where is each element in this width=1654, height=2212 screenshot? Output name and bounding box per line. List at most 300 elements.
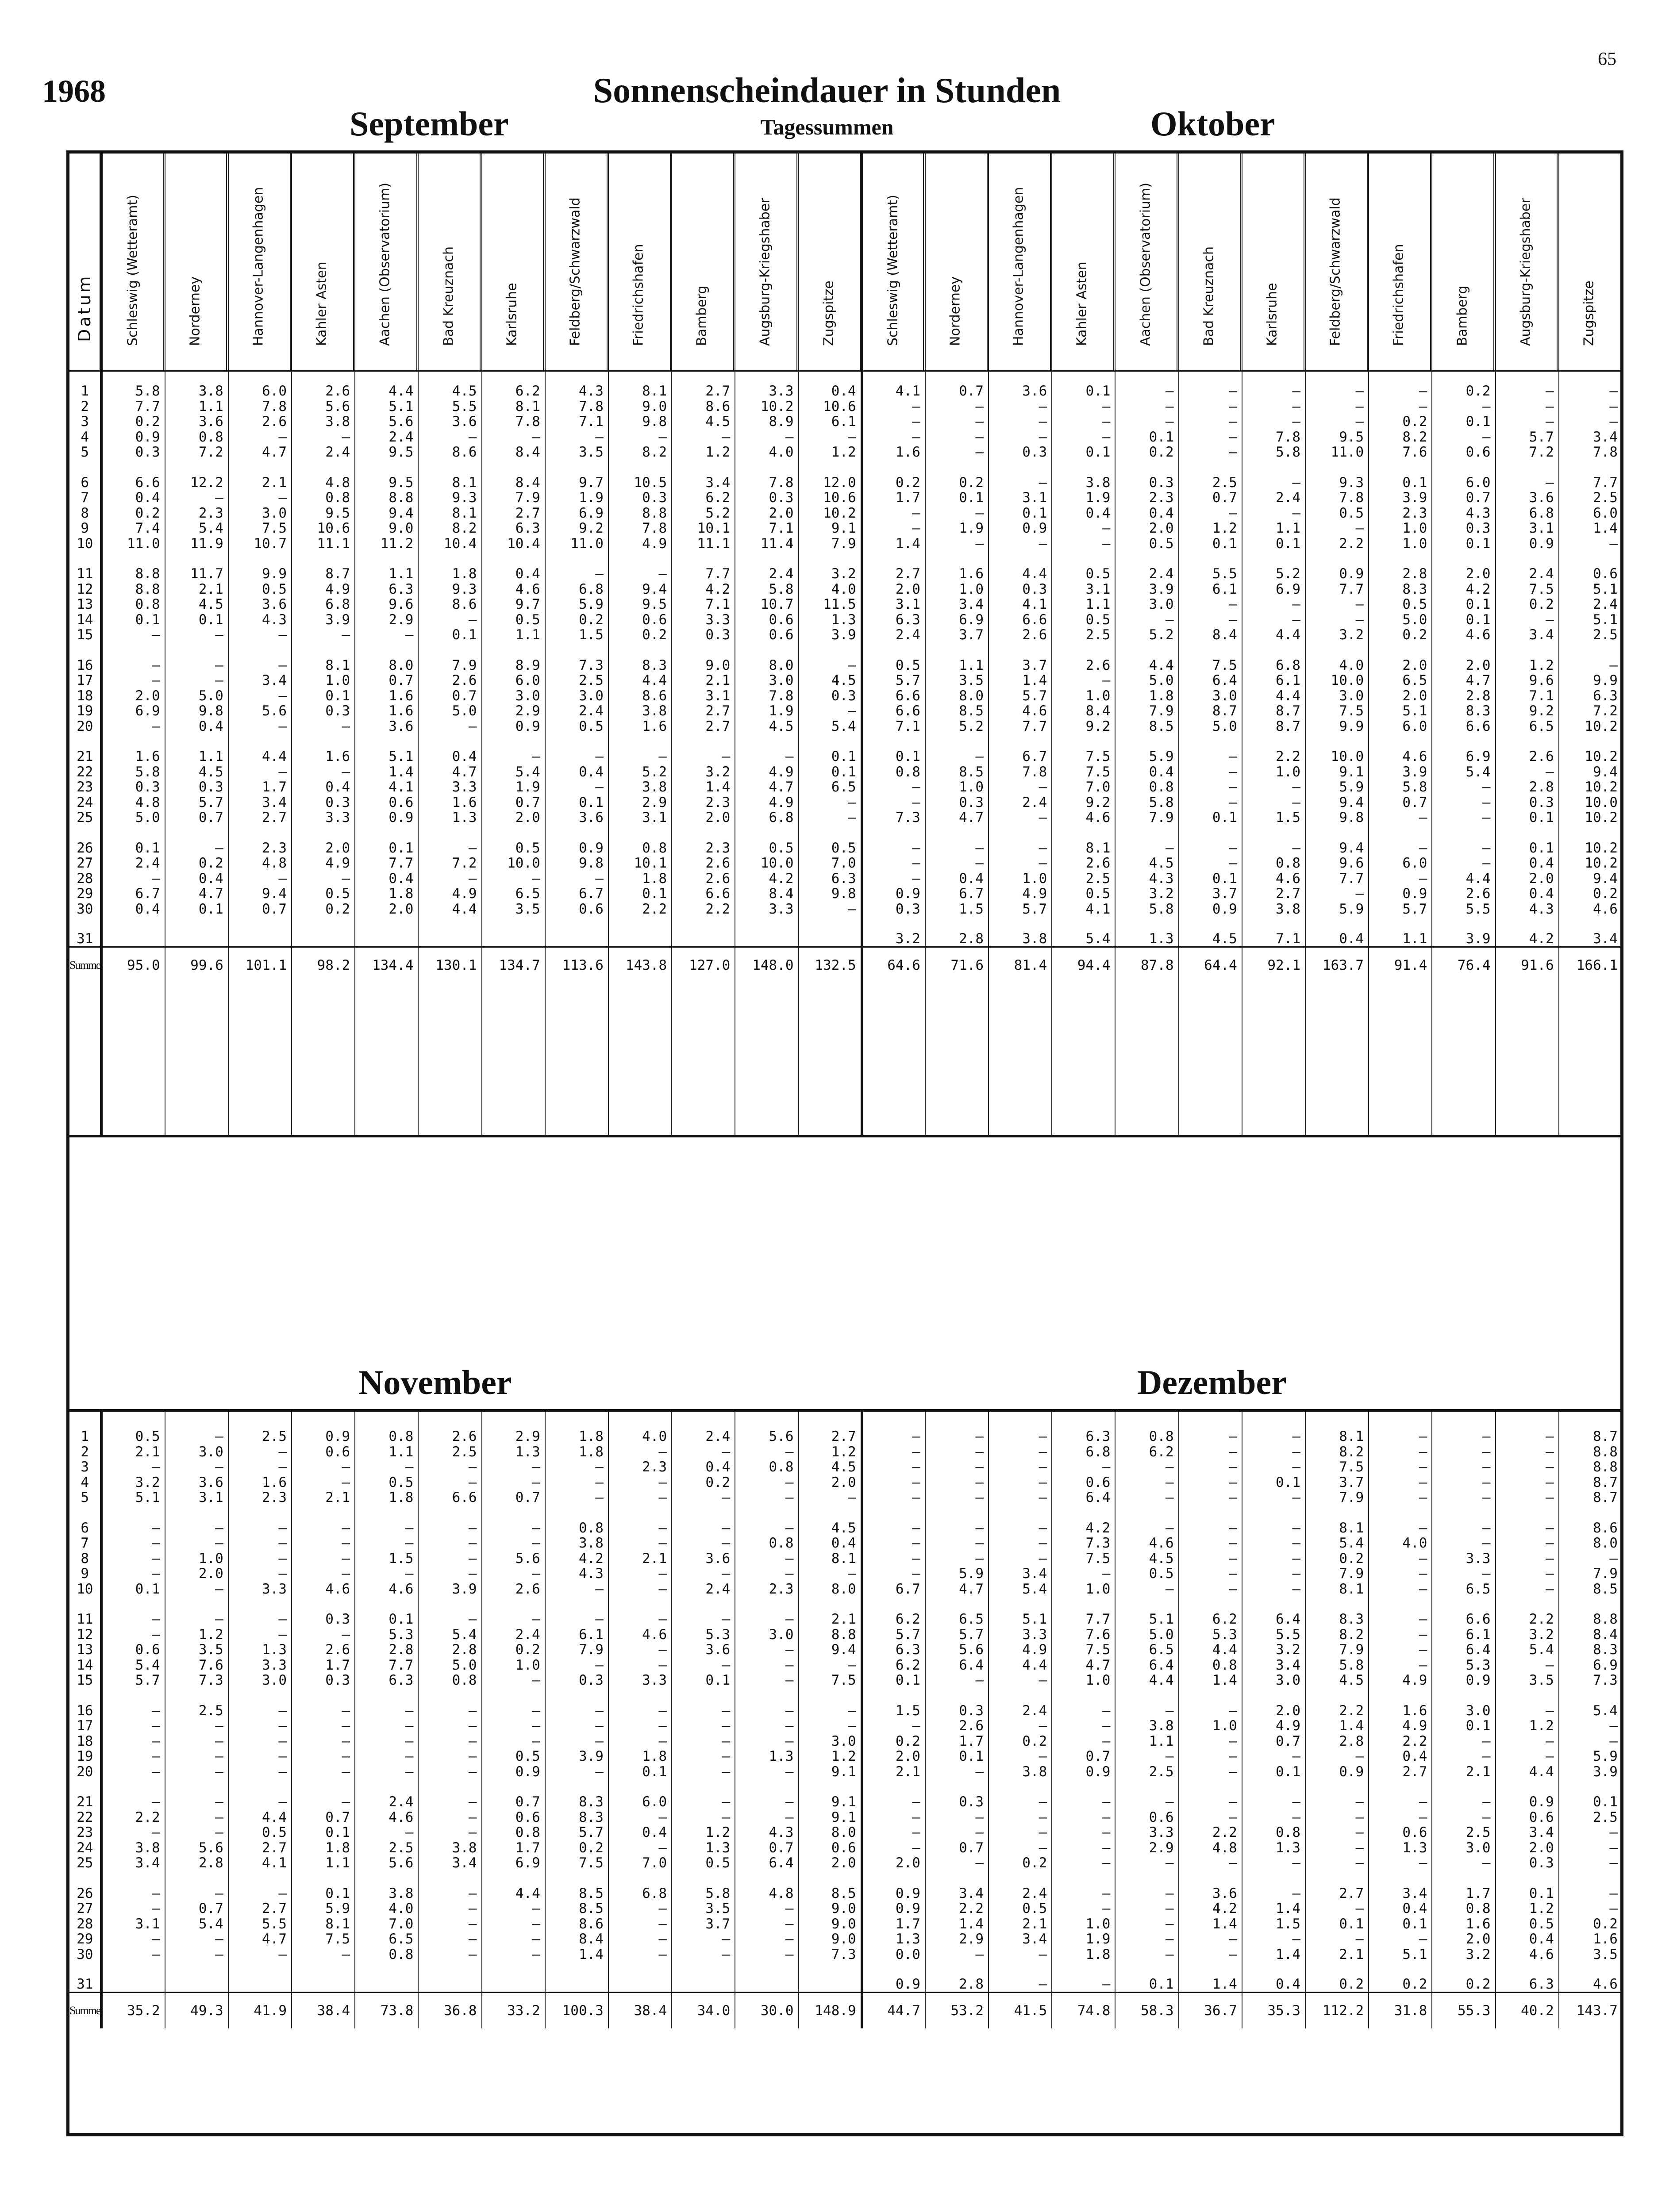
value-cell: 9.9 xyxy=(228,551,292,582)
value-cell: 5.5 xyxy=(1179,551,1242,582)
value-cell: 11.7 xyxy=(165,551,228,582)
value-cell: – xyxy=(1496,460,1559,491)
value-cell: – xyxy=(1242,1444,1305,1460)
value-cell: 5.8 xyxy=(1369,780,1432,795)
value-cell: – xyxy=(165,1764,228,1780)
value-cell: 4.9 xyxy=(1369,1673,1432,1688)
value-cell: 4.4 xyxy=(989,1658,1052,1673)
value-cell: 3.2 xyxy=(799,551,862,582)
value-cell: 8.6 xyxy=(418,445,481,460)
value-cell: 1.7 xyxy=(925,1734,989,1749)
value-cell: 1.4 xyxy=(672,780,735,795)
sum-cell: 41.9 xyxy=(228,1993,292,2029)
value-cell: 2.4 xyxy=(989,1871,1052,1901)
value-cell: 3.9 xyxy=(418,1582,481,1597)
value-cell: 0.9 xyxy=(482,1764,545,1780)
value-cell: 0.9 xyxy=(292,1411,355,1444)
value-cell: 1.7 xyxy=(1432,1871,1495,1901)
value-cell: 2.7 xyxy=(482,506,545,521)
value-cell: 1.8 xyxy=(1115,688,1178,704)
value-cell: – xyxy=(228,490,292,506)
value-cell: – xyxy=(925,1551,989,1567)
sum-cell: 143.8 xyxy=(608,947,672,983)
page-number: 65 xyxy=(1598,49,1616,69)
value-cell: 5.2 xyxy=(1115,627,1178,643)
sum-cell: 33.2 xyxy=(482,1993,545,2029)
value-cell: – xyxy=(925,1444,989,1460)
value-cell: 0.4 xyxy=(1242,1962,1305,1993)
table-row xyxy=(69,1490,1622,1505)
value-cell: – xyxy=(482,1947,545,1962)
value-cell: – xyxy=(1242,1505,1305,1536)
value-cell: 0.4 xyxy=(292,780,355,795)
value-cell: 5.8 xyxy=(1305,1658,1369,1673)
value-cell: 6.0 xyxy=(1369,719,1432,734)
value-cell: 5.6 xyxy=(355,1855,418,1871)
value-cell: 1.9 xyxy=(545,490,608,506)
value-cell: – xyxy=(1432,1734,1495,1749)
value-cell: 0.5 xyxy=(228,1825,292,1840)
value-cell: 3.1 xyxy=(1052,582,1115,597)
value-cell: – xyxy=(228,1627,292,1643)
spacer-cell xyxy=(1369,983,1432,1135)
value-cell: 3.5 xyxy=(1559,1947,1622,1962)
value-cell: – xyxy=(1369,1627,1432,1643)
value-cell: – xyxy=(292,719,355,734)
value-cell: 5.6 xyxy=(482,1551,545,1567)
value-cell: 8.3 xyxy=(608,643,672,673)
value-cell: 3.0 xyxy=(228,1673,292,1688)
value-cell: 1.2 xyxy=(672,1825,735,1840)
value-cell: – xyxy=(1496,612,1559,628)
value-cell: – xyxy=(1179,764,1242,780)
value-cell: – xyxy=(1242,1566,1305,1582)
value-cell: 1.2 xyxy=(799,445,862,460)
value-cell: – xyxy=(925,1764,989,1780)
value-cell: 0.1 xyxy=(1496,810,1559,826)
value-cell: – xyxy=(482,1597,545,1627)
value-cell: – xyxy=(1369,1779,1432,1810)
sum-cell: 35.2 xyxy=(101,1993,165,2029)
value-cell: 8.6 xyxy=(1559,1505,1622,1536)
value-cell: 8.7 xyxy=(1242,719,1305,734)
value-cell: 6.4 xyxy=(735,1855,798,1871)
value-cell: 0.9 xyxy=(1179,902,1242,917)
value-cell: – xyxy=(1242,1810,1305,1825)
value-cell: – xyxy=(1432,780,1495,795)
value-cell: – xyxy=(1242,826,1305,856)
value-cell: 1.8 xyxy=(418,551,481,582)
value-cell: 1.3 xyxy=(482,1444,545,1460)
day-number: 26 xyxy=(77,840,93,856)
value-cell: 2.2 xyxy=(101,1810,165,1825)
value-cell: 6.8 xyxy=(1052,1444,1115,1460)
value-cell: – xyxy=(862,430,925,445)
value-cell: 2.7 xyxy=(228,1840,292,1856)
value-cell: 0.3 xyxy=(989,445,1052,460)
value-cell: – xyxy=(672,1444,735,1460)
value-cell: – xyxy=(1115,1688,1178,1719)
value-cell: 9.3 xyxy=(418,582,481,597)
value-cell: 1.6 xyxy=(101,734,165,764)
value-cell: – xyxy=(165,673,228,688)
value-cell: – xyxy=(1179,1490,1242,1505)
value-cell: 2.4 xyxy=(989,1688,1052,1719)
value-cell: – xyxy=(1179,1932,1242,1947)
value-cell: 0.1 xyxy=(418,627,481,643)
value-cell: – xyxy=(101,1825,165,1840)
value-cell: 5.9 xyxy=(292,1901,355,1916)
value-cell: – xyxy=(418,1947,481,1962)
value-cell: 3.9 xyxy=(1432,917,1495,947)
value-cell: 2.7 xyxy=(672,719,735,734)
value-cell: 9.0 xyxy=(799,1916,862,1932)
value-cell: – xyxy=(1432,1411,1495,1444)
sum-cell: 64.4 xyxy=(1179,947,1242,983)
value-cell: 4.0 xyxy=(1369,1536,1432,1551)
value-cell: 5.9 xyxy=(1305,902,1369,917)
value-cell: – xyxy=(1115,1871,1178,1901)
value-cell: 7.9 xyxy=(1305,1566,1369,1582)
value-cell: 7.7 xyxy=(355,1658,418,1673)
value-cell: 8.1 xyxy=(1305,1505,1369,1536)
value-cell: 2.0 xyxy=(1369,688,1432,704)
spacer-cell xyxy=(1242,983,1305,1135)
value-cell: – xyxy=(862,1718,925,1734)
value-cell: – xyxy=(862,1810,925,1825)
value-cell: 0.5 xyxy=(672,1855,735,1871)
value-cell: – xyxy=(1115,1947,1178,1962)
page-title: Sonnenscheindauer in Stunden xyxy=(593,71,1061,110)
value-cell: 9.5 xyxy=(608,597,672,612)
value-cell: – xyxy=(989,1947,1052,1962)
value-cell: – xyxy=(292,430,355,445)
table-row xyxy=(69,810,1622,826)
value-cell: 8.2 xyxy=(1305,1444,1369,1460)
value-cell: 1.6 xyxy=(292,734,355,764)
sum-cell: 163.7 xyxy=(1305,947,1369,983)
sum-cell: 30.0 xyxy=(735,1993,798,2029)
value-cell: 7.7 xyxy=(989,719,1052,734)
value-cell: 7.2 xyxy=(165,445,228,460)
value-cell: 11.2 xyxy=(355,536,418,552)
value-cell: 10.4 xyxy=(482,536,545,552)
value-cell: 2.0 xyxy=(1115,521,1178,536)
value-cell: 8.9 xyxy=(735,414,798,430)
value-cell: 6.0 xyxy=(1559,506,1622,521)
table-row xyxy=(69,764,1622,780)
value-cell: 3.4 xyxy=(1369,1871,1432,1901)
value-cell: 7.8 xyxy=(1242,430,1305,445)
value-cell xyxy=(799,1962,862,1993)
value-cell: – xyxy=(228,719,292,734)
day-number: 21 xyxy=(77,749,93,764)
value-cell: – xyxy=(672,1505,735,1536)
table-divider xyxy=(69,1135,1620,1137)
value-cell: – xyxy=(1496,1490,1559,1505)
value-cell: 3.9 xyxy=(545,1749,608,1764)
value-cell: – xyxy=(1496,1582,1559,1597)
value-cell: 8.6 xyxy=(545,1916,608,1932)
table-row xyxy=(69,490,1622,506)
value-cell: – xyxy=(862,780,925,795)
station-header-label: Schleswig (Wetteramt) xyxy=(125,195,141,346)
value-cell: 6.9 xyxy=(101,703,165,719)
value-cell: 0.8 xyxy=(1179,1658,1242,1673)
value-cell: – xyxy=(1242,506,1305,521)
value-cell: 0.7 xyxy=(228,902,292,917)
value-cell: 0.5 xyxy=(1496,1916,1559,1932)
value-cell: – xyxy=(1115,1475,1178,1490)
value-cell: 0.2 xyxy=(862,460,925,491)
value-cell: – xyxy=(1115,154,1178,399)
value-cell: 2.4 xyxy=(672,1411,735,1444)
value-cell: 9.0 xyxy=(608,399,672,415)
station-header-label: Norderney xyxy=(947,276,963,346)
spacer-cell xyxy=(1305,983,1369,1135)
day-number: 13 xyxy=(77,1642,93,1658)
value-cell: 0.5 xyxy=(1052,551,1115,582)
value-cell: 4.9 xyxy=(608,536,672,552)
table-row xyxy=(69,1825,1622,1840)
value-cell: 0.9 xyxy=(1432,1673,1495,1688)
value-cell: 10.2 xyxy=(735,399,798,415)
table-row xyxy=(69,780,1622,795)
table-row xyxy=(69,1855,1622,1871)
value-cell: 3.4 xyxy=(1559,917,1622,947)
value-cell: 3.2 xyxy=(862,917,925,947)
value-cell: 5.8 xyxy=(1115,902,1178,917)
value-cell: 0.7 xyxy=(1242,1734,1305,1749)
table-row xyxy=(69,1749,1622,1764)
table-row xyxy=(69,460,1622,491)
value-cell: 6.2 xyxy=(1179,1597,1242,1627)
value-cell: 3.0 xyxy=(1115,597,1178,612)
value-cell: 8.7 xyxy=(1242,703,1305,719)
value-cell: 6.0 xyxy=(608,1779,672,1810)
value-cell: – xyxy=(1559,1551,1622,1567)
table-row xyxy=(69,1871,1622,1901)
value-cell: – xyxy=(608,1444,672,1460)
value-cell: 7.5 xyxy=(545,1855,608,1871)
value-cell: – xyxy=(989,1779,1052,1810)
value-cell: 8.0 xyxy=(355,643,418,673)
value-cell: – xyxy=(608,1840,672,1856)
value-cell: – xyxy=(1242,1932,1305,1947)
value-cell: – xyxy=(545,1459,608,1475)
month-label-oktober: Oktober xyxy=(1150,104,1275,143)
value-cell: 0.2 xyxy=(1305,1551,1369,1567)
value-cell: 5.7 xyxy=(1496,430,1559,445)
value-cell: 6.7 xyxy=(925,886,989,902)
value-cell: – xyxy=(545,871,608,887)
value-cell: – xyxy=(1496,1459,1559,1475)
value-cell: 8.9 xyxy=(482,643,545,673)
value-cell: 4.9 xyxy=(989,886,1052,902)
value-cell: 3.8 xyxy=(292,414,355,430)
value-cell: – xyxy=(545,1490,608,1505)
spacer-cell xyxy=(1052,983,1115,1135)
value-cell: – xyxy=(1369,826,1432,856)
value-cell: 7.7 xyxy=(1305,871,1369,887)
value-cell: – xyxy=(1179,154,1242,399)
value-cell: – xyxy=(1559,1718,1622,1734)
value-cell: 8.4 xyxy=(482,445,545,460)
value-cell: 4.7 xyxy=(418,764,481,780)
value-cell: – xyxy=(1369,1582,1432,1597)
value-cell: 9.4 xyxy=(1559,871,1622,887)
value-cell: – xyxy=(799,430,862,445)
value-cell: 3.6 xyxy=(418,414,481,430)
value-cell: 0.4 xyxy=(165,719,228,734)
value-cell: 3.3 xyxy=(735,154,798,399)
value-cell: 0.1 xyxy=(862,1673,925,1688)
value-cell: 1.1 xyxy=(1369,917,1432,947)
value-cell: – xyxy=(1432,1444,1495,1460)
value-cell: – xyxy=(165,1825,228,1840)
value-cell: 2.4 xyxy=(672,1582,735,1597)
value-cell: 6.4 xyxy=(1179,673,1242,688)
value-cell: 0.7 xyxy=(1369,795,1432,810)
station-header-label: Norderney xyxy=(187,276,203,346)
value-cell: – xyxy=(1559,643,1622,673)
value-cell: 3.7 xyxy=(925,627,989,643)
value-cell: 7.9 xyxy=(482,490,545,506)
value-cell: 4.4 xyxy=(418,902,481,917)
value-cell xyxy=(799,917,862,947)
value-cell: – xyxy=(482,1916,545,1932)
value-cell: 9.4 xyxy=(1305,795,1369,810)
station-header-label: Friedrichshafen xyxy=(1391,244,1407,346)
value-cell: – xyxy=(672,1749,735,1764)
value-cell: 4.6 xyxy=(355,1582,418,1597)
value-cell: 8.5 xyxy=(545,1871,608,1901)
value-cell: 6.6 xyxy=(989,612,1052,628)
value-cell: 0.8 xyxy=(735,1459,798,1475)
value-cell: – xyxy=(228,1718,292,1734)
value-cell: 1.4 xyxy=(1242,1901,1305,1916)
sum-cell: 92.1 xyxy=(1242,947,1305,983)
value-cell: 8.4 xyxy=(545,1932,608,1947)
value-cell: 1.0 xyxy=(1242,764,1305,780)
value-cell: 9.2 xyxy=(545,521,608,536)
value-cell: – xyxy=(1242,460,1305,491)
table-row xyxy=(69,1673,1622,1688)
value-cell: 3.1 xyxy=(608,810,672,826)
value-cell: 5.6 xyxy=(292,399,355,415)
value-cell: – xyxy=(1559,1825,1622,1840)
sum-cell: 44.7 xyxy=(862,1993,925,2029)
value-cell: 4.5 xyxy=(799,1459,862,1475)
value-cell: 2.6 xyxy=(1052,856,1115,871)
value-cell: – xyxy=(862,1411,925,1444)
station-header-label: Hannover-Langenhagen xyxy=(250,187,266,346)
value-cell: 2.6 xyxy=(292,1642,355,1658)
value-cell: – xyxy=(672,1490,735,1505)
value-cell: 3.1 xyxy=(101,1916,165,1932)
value-cell: 0.2 xyxy=(1432,1962,1495,1993)
value-cell: 2.4 xyxy=(1559,597,1622,612)
value-cell: 4.9 xyxy=(1369,1718,1432,1734)
sum-cell: 134.7 xyxy=(482,947,545,983)
value-cell: 9.5 xyxy=(355,460,418,491)
value-cell: 6.4 xyxy=(1242,1597,1305,1627)
value-cell: – xyxy=(608,1490,672,1505)
value-cell: 7.5 xyxy=(799,1673,862,1688)
value-cell: 1.8 xyxy=(545,1444,608,1460)
value-cell: 0.9 xyxy=(1369,886,1432,902)
value-cell: 1.1 xyxy=(482,627,545,643)
value-cell: 3.2 xyxy=(1242,1642,1305,1658)
value-cell: – xyxy=(925,734,989,764)
value-cell: 2.5 xyxy=(1052,871,1115,887)
value-cell: – xyxy=(1559,1871,1622,1901)
value-cell: 8.0 xyxy=(735,643,798,673)
value-cell: 0.1 xyxy=(101,1582,165,1597)
value-cell: 0.1 xyxy=(1305,1916,1369,1932)
value-cell: 0.5 xyxy=(799,826,862,856)
value-cell: 9.6 xyxy=(1305,856,1369,871)
value-cell: 0.4 xyxy=(925,871,989,887)
value-cell: – xyxy=(418,1932,481,1947)
value-cell: 2.5 xyxy=(545,673,608,688)
value-cell: – xyxy=(862,871,925,887)
value-cell: – xyxy=(862,1779,925,1810)
spacer-cell xyxy=(545,983,608,1135)
value-cell: 8.7 xyxy=(1559,1475,1622,1490)
value-cell: – xyxy=(1115,612,1178,628)
value-cell: 5.7 xyxy=(925,1627,989,1643)
value-cell: 2.0 xyxy=(735,506,798,521)
value-cell: 1.1 xyxy=(355,551,418,582)
value-cell: 7.1 xyxy=(545,414,608,430)
value-cell: – xyxy=(1179,1411,1242,1444)
value-cell: 0.1 xyxy=(672,1673,735,1688)
value-cell: 6.4 xyxy=(1052,1490,1115,1505)
value-cell: 4.6 xyxy=(1559,1962,1622,1993)
value-cell: 2.7 xyxy=(1305,1871,1369,1901)
value-cell: – xyxy=(418,1505,481,1536)
station-header-label: Karlsruhe xyxy=(1264,283,1280,346)
value-cell: – xyxy=(482,1932,545,1947)
value-cell: 7.8 xyxy=(1559,445,1622,460)
value-cell: 1.9 xyxy=(1052,490,1115,506)
value-cell: 0.1 xyxy=(1179,871,1242,887)
value-cell: 5.0 xyxy=(1179,719,1242,734)
value-cell: 1.0 xyxy=(1052,1916,1115,1932)
value-cell: – xyxy=(228,430,292,445)
value-cell: 6.3 xyxy=(1496,1962,1559,1993)
value-cell: 0.2 xyxy=(1559,1916,1622,1932)
value-cell: 3.4 xyxy=(418,1855,481,1871)
value-cell: – xyxy=(989,430,1052,445)
table-row xyxy=(69,1810,1622,1825)
value-cell: – xyxy=(101,1901,165,1916)
value-cell: 2.5 xyxy=(1559,490,1622,506)
value-cell: 5.4 xyxy=(1305,1536,1369,1551)
value-cell: 2.6 xyxy=(672,856,735,871)
value-cell: 1.4 xyxy=(1242,1947,1305,1962)
value-cell: – xyxy=(228,643,292,673)
value-cell: – xyxy=(735,1734,798,1749)
value-cell: 5.1 xyxy=(355,734,418,764)
value-cell: 0.1 xyxy=(799,764,862,780)
value-cell: 1.1 xyxy=(292,1855,355,1871)
value-cell: – xyxy=(545,1597,608,1627)
value-cell: 7.5 xyxy=(1052,764,1115,780)
value-cell: 9.6 xyxy=(355,597,418,612)
value-cell: – xyxy=(989,1536,1052,1551)
